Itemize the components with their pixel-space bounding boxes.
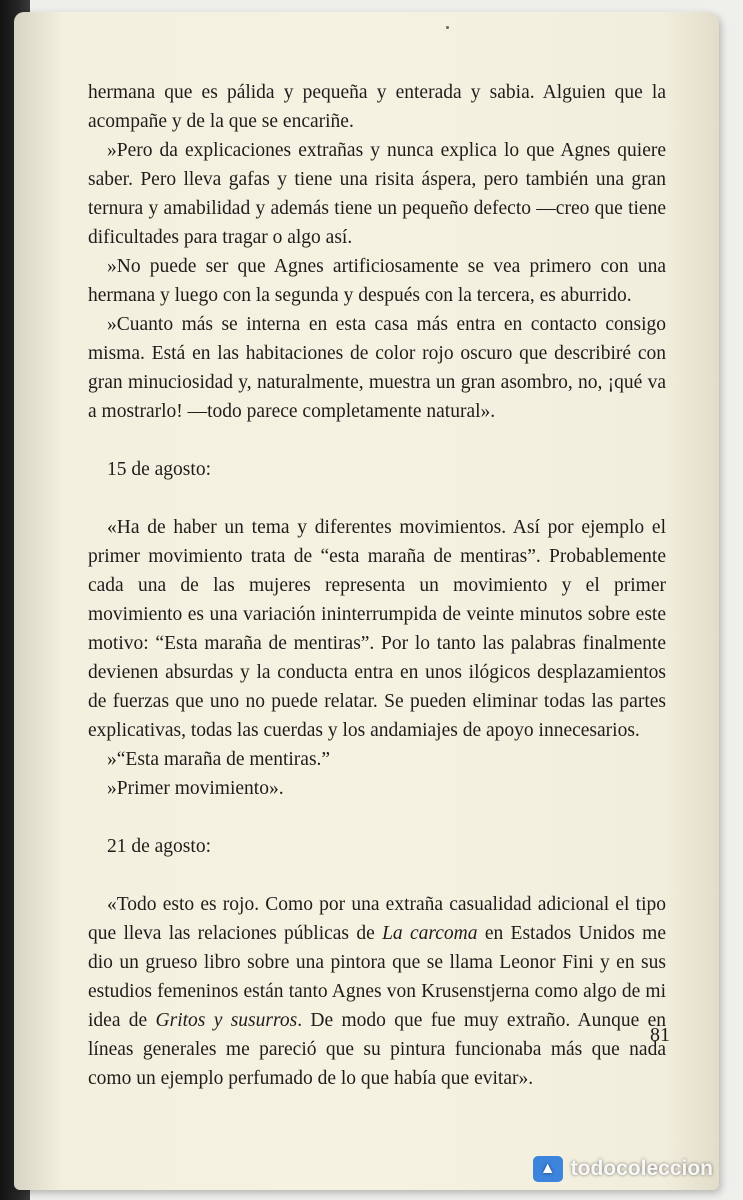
watermark-text: todocoleccion <box>570 1157 713 1180</box>
paragraph-continued: hermana que es pálida y pequeña y enterada y sabia. Alguien que la acompañe y de la que se encariñe. <box>88 82 666 132</box>
page-body-text <box>88 78 666 1093</box>
text-run: «Todo esto es rojo. Como por una extraña casualidad adicional el tipo que lleva las relaciones públicas de <box>88 894 666 944</box>
film-title: La carcoma <box>382 923 478 944</box>
film-title: Gritos y susurros <box>155 1010 298 1031</box>
watermark <box>533 1156 713 1182</box>
paragraph: »“Esta maraña de mentiras.” <box>107 749 331 770</box>
diary-date-heading: 21 de agosto: <box>107 836 211 857</box>
diary-date-heading: 15 de agosto: <box>107 459 211 480</box>
page-speck <box>446 26 449 29</box>
paragraph: »Pero da explicaciones extrañas y nunca explica lo que Agnes quiere saber. Pero lleva gafas y tiene una risita áspera, pero también una gran ternura y amabilidad y además tiene un pequeño defecto —creo que tiene dificultades para tragar o algo así. <box>88 140 666 248</box>
paragraph: »No puede ser que Agnes artificiosamente se vea primero con una hermana y luego con la segunda y después con la tercera, es aburrido. <box>88 256 666 306</box>
paragraph: «Ha de haber un tema y diferentes movimientos. Así por ejemplo el primer movimiento trata de “esta maraña de mentiras”. Probablemente cada una de las mujeres representa un movimiento y el primer movimiento es una variación ininterrumpida de veinte minutos sobre este motivo: “Esta maraña de mentiras”. Por lo tanto las palabras finalmente devienen absurdas y la conducta entra en unos ilógicos desplazamientos de fuerzas que uno no puede relatar. Se pueden eliminar todas las partes explicativas, todas las cuerdas y los andamiajes de apoyo innecesarios. <box>88 517 666 741</box>
paragraph: »Primer movimiento». <box>107 778 284 799</box>
text-run: en Estados Unidos me dio un grueso libro sobre una pintora que se llama Leonor Fini y en sus estudios femeninos están tanto Agnes von Krusenstjerna como algo de mi idea de <box>88 923 667 1031</box>
page-number: 81 <box>650 1024 670 1046</box>
text-run: . De modo que fue muy extraño. Aunque en líneas generales me pareció que su pintura funcionaba más que nada como un ejemplo perfumado de lo que había que evitar». <box>88 1010 666 1089</box>
paragraph <box>88 890 666 1093</box>
paragraph: »Cuanto más se interna en esta casa más entra en contacto consigo misma. Está en las habitaciones de color rojo oscuro que describiré con gran minuciosidad y, naturalmente, muestra un gran asombro, no, ¡qué va a mostrarlo! —todo parece completamente natural». <box>88 314 666 422</box>
todocoleccion-logo-icon: ▲ <box>533 1156 563 1182</box>
